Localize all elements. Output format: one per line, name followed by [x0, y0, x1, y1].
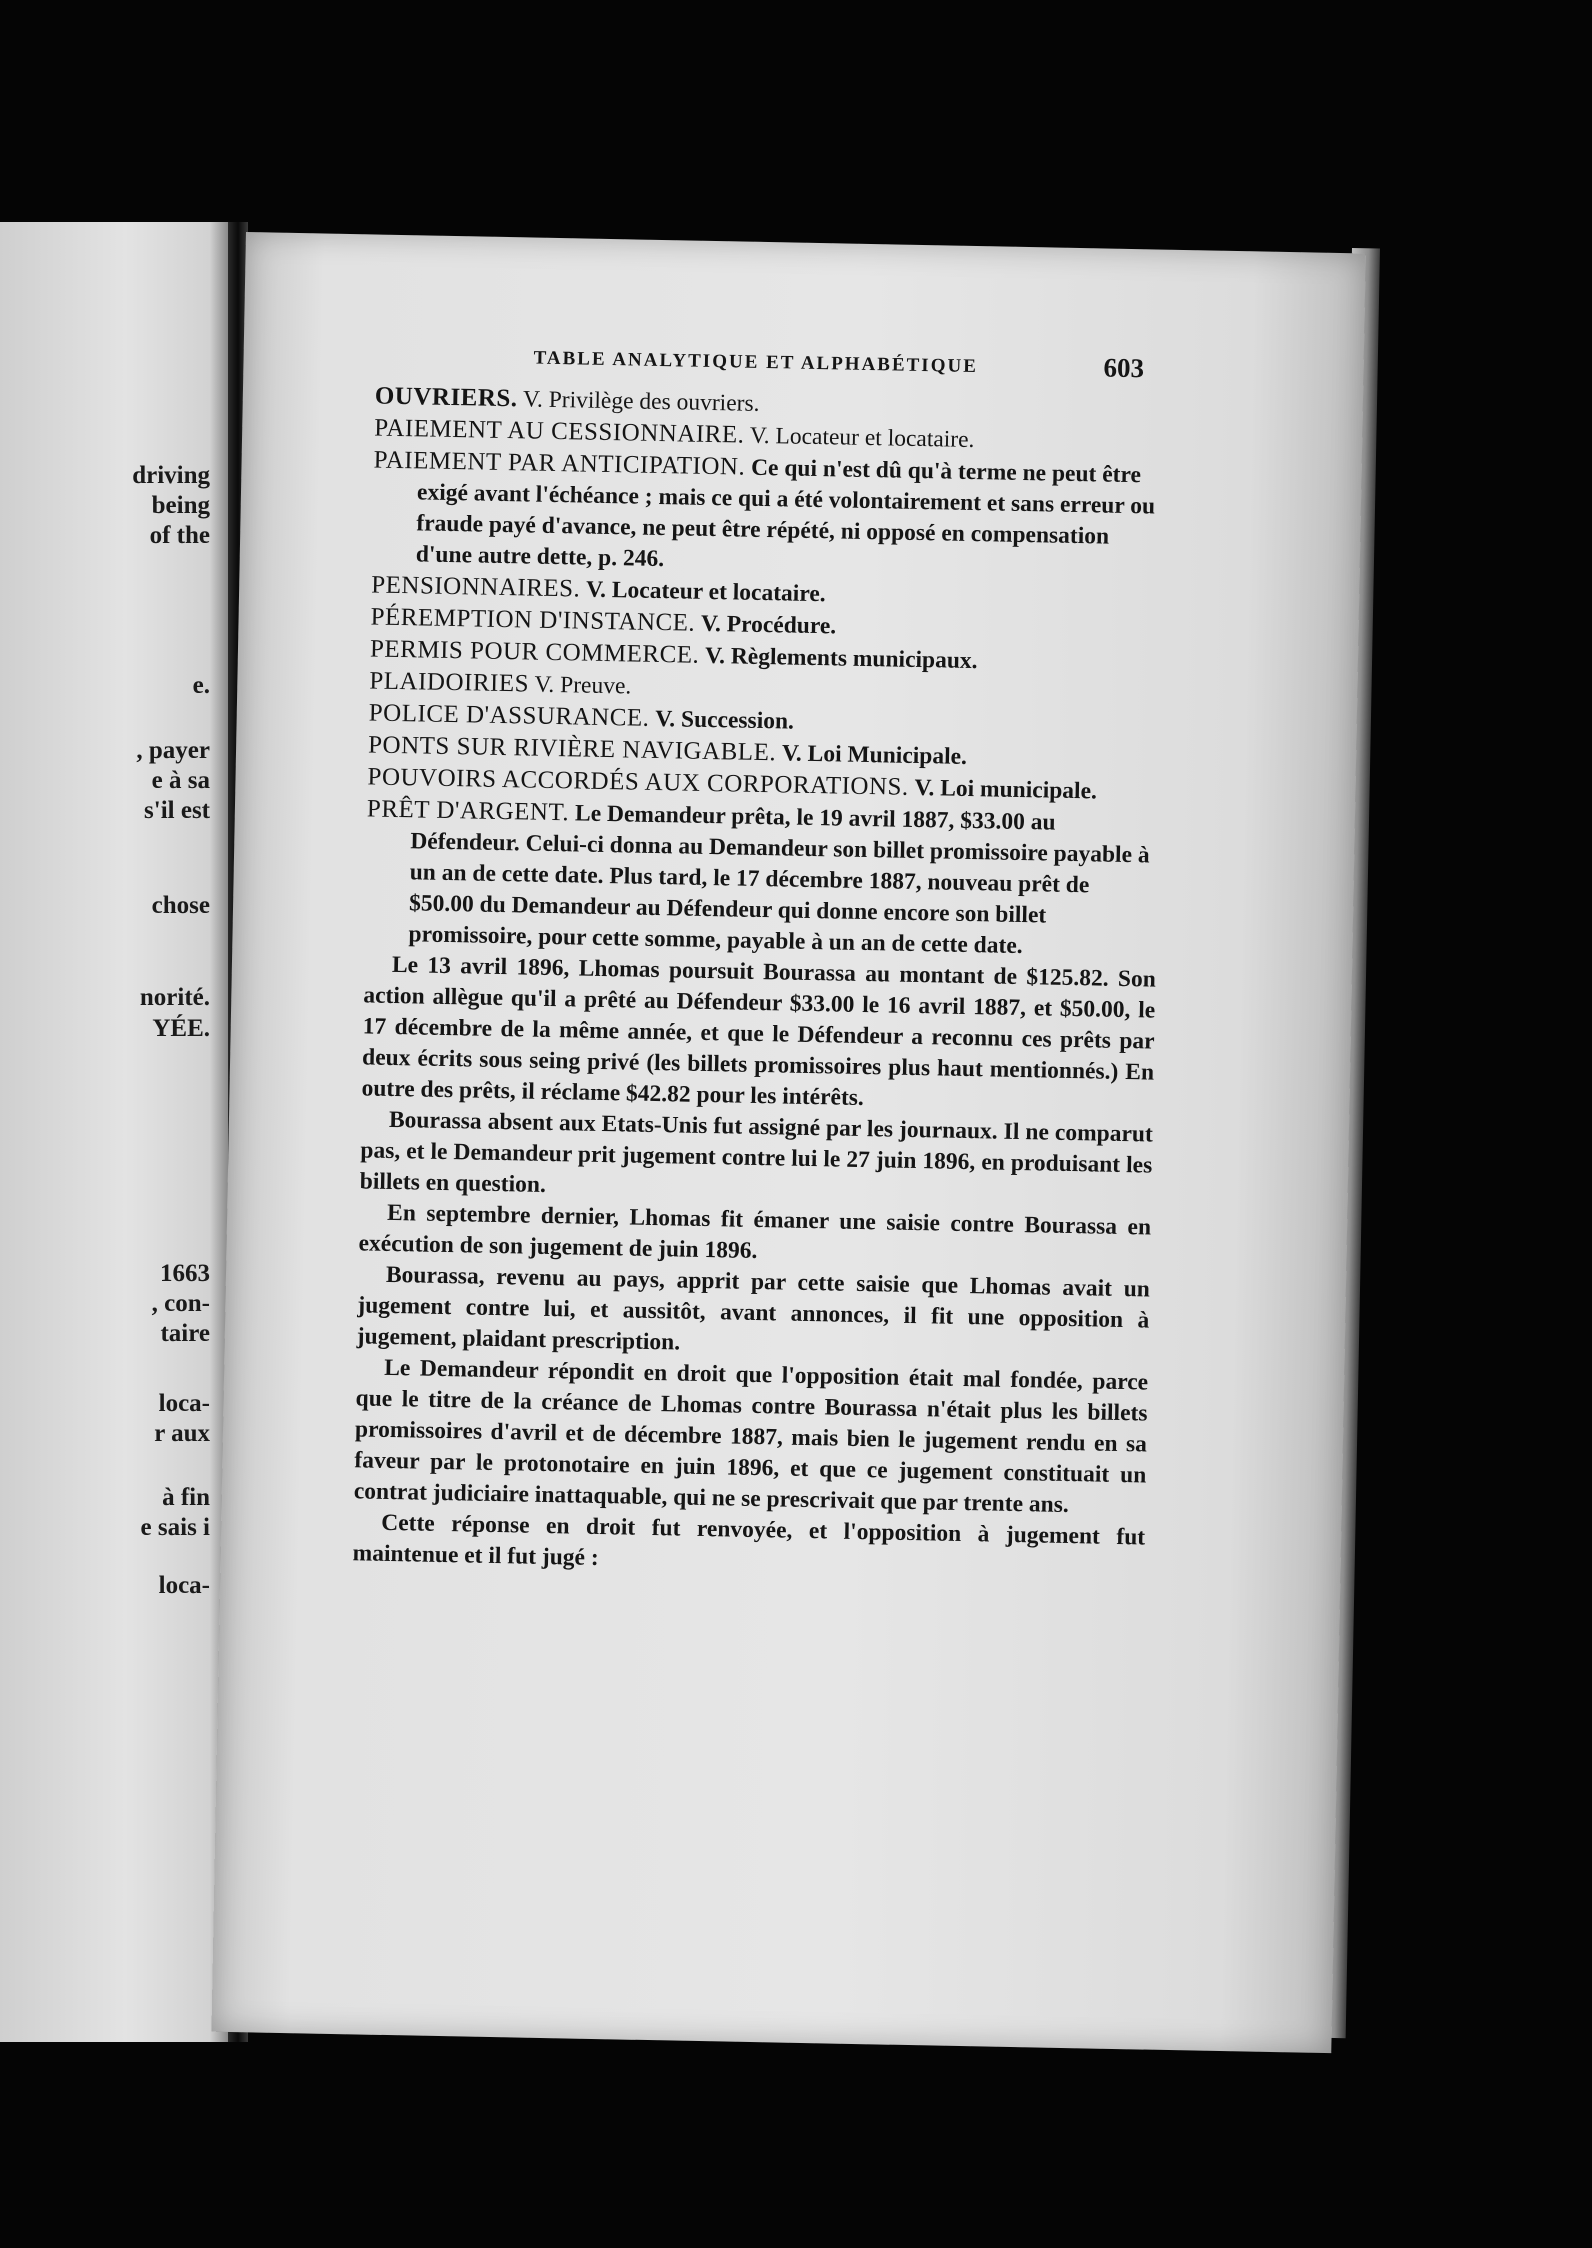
body-paragraph: Le Demandeur répondit en droit que l'opposition était mal fondée, parce que le titre de la créance de Lhomas contre Bourassa n'était plus les billets promissoires d'avril et de décembre 1887, mais bien le jugement rendu en sa faveur par le protonotaire en juin 1896, et que ce jugement constituait un contrat judiciaire inattaquable, qui ne se prescrivait que par trente ans. — [353, 1354, 1149, 1519]
entry-text: V. Privilège des ouvriers. — [522, 386, 760, 417]
left-fragment: driving — [132, 462, 210, 489]
body-paragraph: Le 13 avril 1896, Lhomas poursuit Bourassa au montant de $125.82. Son action allègue qu'il a prêté au Défendeur $33.00 le 16 avril 1887, et $50.00, le 17 décembre de la même année, et que le Défendeur a reconnu ces prêts par deux écrits sous seing privé (les billets promissoires plus haut mentionnés.) En outre des prêts, il réclame $42.82 pour les intérêts. — [361, 951, 1157, 1112]
entry-term: PERMIS POUR COMMERCE. — [369, 635, 700, 669]
entry-term: PENSIONNAIRES. — [370, 571, 581, 603]
left-fragment: , payer — [136, 737, 210, 764]
entry-text: Le Demandeur prêta, le 19 avril 1887, $33.00 au Défendeur. Celui-ci donna au Demandeur son billet promissoire payable à un an de cette date. Plus tard, le 17 décembre 1887, nouveau prêt de $50.00 du Demandeur au Défendeur qui donne encore son billet promissoire, pour cette somme, payable à un an de cette date. — [408, 800, 1150, 960]
left-fragment: 1663 — [160, 1260, 210, 1287]
left-fragment: à fin — [162, 1484, 210, 1511]
entry-term: OUVRIERS. — [374, 382, 518, 413]
entry-text: V. Loi municipale. — [914, 774, 1098, 805]
left-fragment: chose — [151, 892, 210, 919]
entry-term: PÉREMPTION D'INSTANCE. — [370, 603, 696, 637]
left-fragment: loca- — [158, 1572, 210, 1599]
left-fragment: being — [151, 492, 210, 519]
entry-term: PAIEMENT PAR ANTICIPATION. — [373, 446, 746, 481]
entry-text: V. Locateur et locataire. — [749, 422, 975, 454]
running-header: TABLE ANALYTIQUE ET ALPHABÉTIQUE — [533, 347, 979, 378]
index-entry — [364, 793, 1159, 964]
left-fragment: , con- — [151, 1290, 210, 1317]
left-fragment: loca- — [158, 1390, 210, 1417]
entry-text: V. Procédure. — [700, 610, 837, 640]
left-fragment: norité. — [139, 984, 210, 1011]
left-fragment: r aux — [154, 1420, 210, 1447]
body-paragraph: En septembre dernier, Lhomas fit émaner une saisie contre Bourassa en exécution de son jugement de juin 1896. — [358, 1199, 1152, 1265]
entry-text: V. Loi Municipale. — [781, 740, 968, 770]
index-body — [352, 381, 1167, 1585]
left-fragment: e à sa — [151, 767, 210, 794]
left-fragment: of the — [149, 522, 210, 549]
body-paragraph: Cette réponse en droit fut renvoyée, et l'opposition à jugement fut maintenue et il fut jugé : — [352, 1509, 1146, 1572]
entry-text: V. Preuve. — [534, 671, 632, 700]
entry-term: PONTS SUR RIVIÈRE NAVIGABLE. — [367, 731, 777, 767]
entry-text: V. Locateur et locataire. — [585, 576, 826, 608]
index-entry — [372, 444, 1166, 584]
left-fragment: s'il est — [144, 797, 210, 824]
entry-term: PAIEMENT AU CESSIONNAIRE. — [374, 414, 745, 449]
right-page — [211, 232, 1365, 2053]
page-number: 603 — [1103, 352, 1145, 384]
entry-term: PRÊT D'ARGENT. — [366, 795, 570, 827]
entry-text: Ce qui n'est dû qu'à terme ne peut être exigé avant l'échéance ; mais ce qui a été volontairement et sans erreur ou fraude payé d'avance, ne peut être répété, ni opposé en compensation d'une autre dette, p. 246. — [415, 454, 1156, 573]
entry-text: V. Succession. — [655, 705, 795, 735]
body-paragraph: Bourassa absent aux Etats-Unis fut assigné par les journaux. Il ne comparut pas, et le Demandeur prit jugement contre lui le 27 juin 1896, en produisant les billets en question. — [359, 1106, 1154, 1198]
entry-text: V. Règlements municipaux. — [704, 642, 978, 675]
left-fragment: e sais i — [140, 1514, 210, 1541]
left-page — [0, 222, 228, 2042]
left-fragment: taire — [160, 1320, 210, 1347]
entry-term: POLICE D'ASSURANCE. — [368, 699, 650, 732]
left-fragment: e. — [192, 672, 210, 699]
left-fragment: YÉE. — [152, 1015, 210, 1042]
entry-term: PLAIDOIRIES — [369, 667, 530, 698]
body-paragraph: Bourassa, revenu au pays, apprit par cette saisie que Lhomas avait un jugement contre lui, et aussitôt, avant annonces, il fit une opposition à jugement, plaidant prescription. — [356, 1261, 1151, 1356]
entry-term: POUVOIRS ACCORDÉS AUX CORPORATIONS. — [367, 763, 909, 801]
